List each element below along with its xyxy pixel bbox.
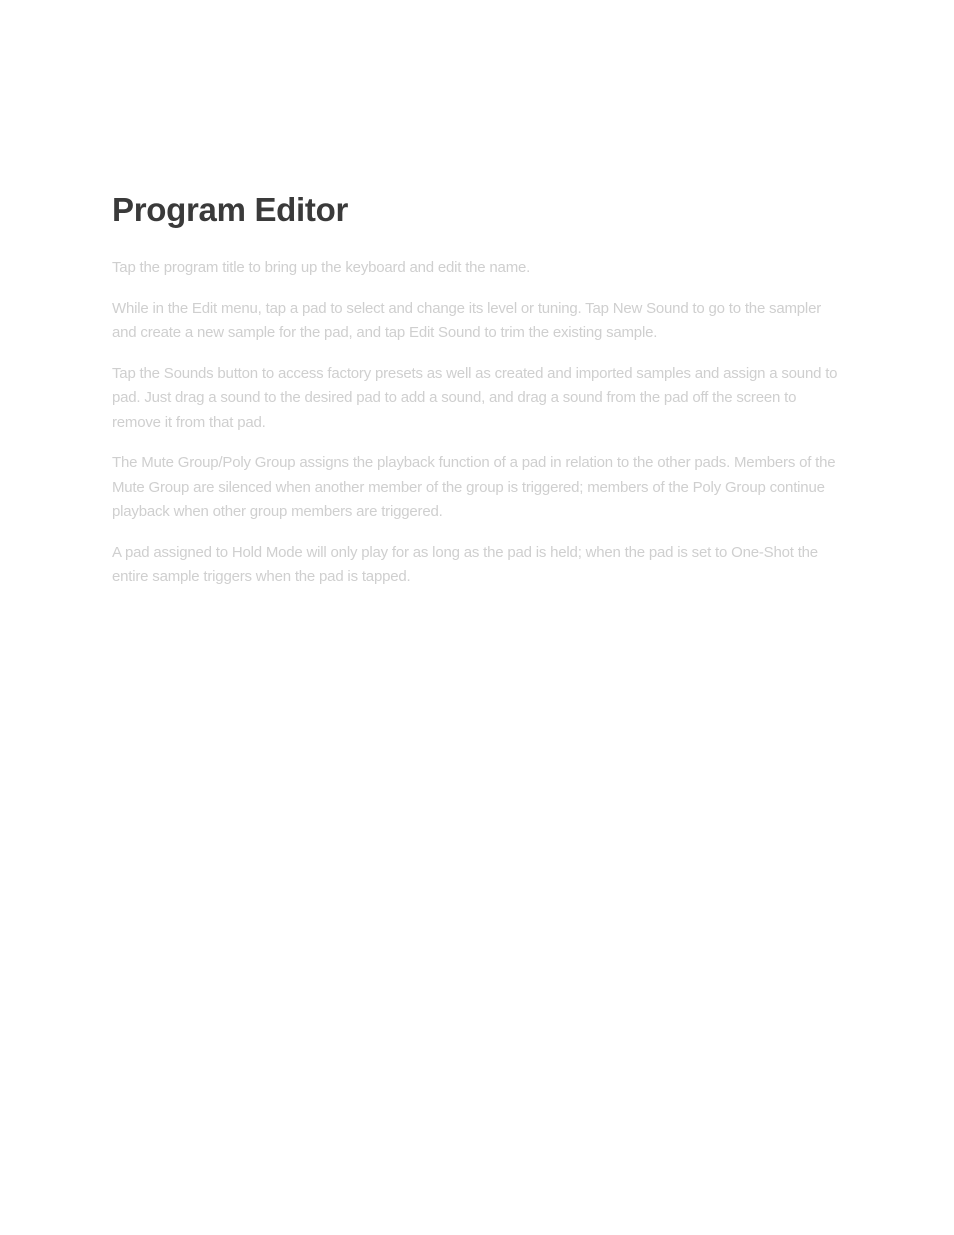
paragraph-hold-one-shot: A pad assigned to Hold Mode will only play for as long as the pad is held; when the pad is set to One-Shot the entire sample triggers when the pad is tapped. — [112, 543, 818, 585]
document-page — [112, 190, 842, 606]
paragraph-sounds-button: Tap the Sounds button to access factory presets as well as created and imported samples and assign a sound to pad. Just drag a sound to the desired pad to add a sound, and drag a sound from the pad off the screen to remove it from that pad. — [112, 364, 838, 431]
body-text — [112, 256, 842, 590]
page-title: Program Editor — [112, 191, 349, 228]
paragraph-rename-program: Tap the program title to bring up the keyboard and edit the name. — [112, 259, 531, 276]
paragraph-mute-poly-group: The Mute Group/Poly Group assigns the playback function of a pad in relation to the other pads. Members of the Mute Group are silenced when another member of the group is triggered; members of the Poly Group continue playback when other group members are triggered. — [112, 454, 836, 520]
paragraph-edit-menu: While in the Edit menu, tap a pad to select and change its level or tuning. Tap New Sound to go to the sampler and create a new sample for the pad, and tap Edit Sound to trim the existing sample. — [112, 299, 822, 341]
